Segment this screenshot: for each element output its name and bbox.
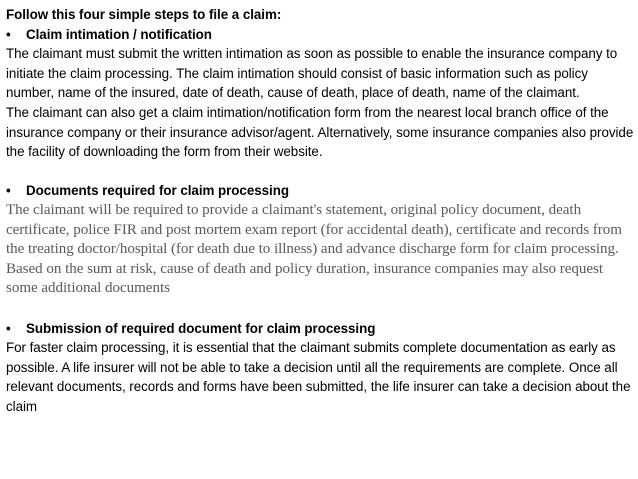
section-heading-text: Claim intimation / notification	[26, 26, 212, 42]
section-heading-claim-intimation	[6, 25, 634, 45]
paragraph-claim-form: The claimant can also get a claim intimation/notification form from the nearest local branch office of the insurance company or their insurance advisor/agent. Alternatively, some insurance companies also provide the facility of downloading the form from their website.	[6, 104, 634, 160]
bullet-icon: •	[6, 26, 11, 42]
intro-heading: Follow this four simple steps to file a claim:	[6, 7, 282, 22]
paragraph-claim-intimation: The claimant must submit the written intimation as soon as possible to enable the insurance company to initiate the claim processing. The claim intimation should consist of basic information such as policy number, name of the insured, date of death, cause of death, place of death, name of the claimant.	[6, 46, 618, 101]
section-heading-text: Documents required for claim processing	[26, 183, 289, 199]
paragraph-documents-required: The claimant will be required to provide a claimant's statement, original policy document, death certificate, police FIR and post mortem exam report (for accidental death), certificate and records from the treating doctor/hospital (for death due to illness) and advance discharge form for claim processing. Based on the sum at risk, cause of death and policy duration, insurance companies may also request some additional documents	[6, 201, 622, 297]
bullet-icon: •	[6, 320, 11, 336]
section-heading-documents-required	[6, 181, 634, 201]
bullet-icon: •	[6, 183, 11, 199]
spacer	[6, 162, 634, 182]
section-heading-submission	[6, 319, 634, 339]
section-heading-text: Submission of required document for claim processing	[26, 320, 376, 336]
paragraph-submission: For faster claim processing, it is essential that the claimant submits complete documentation as early as possible. A life insurer will not be able to take a decision until all the requirements are complete. Once all relevant documents, records and forms have been submitted, the life insurer can take a decision about the claim	[6, 340, 631, 414]
document-body	[6, 5, 634, 416]
spacer	[6, 299, 634, 319]
